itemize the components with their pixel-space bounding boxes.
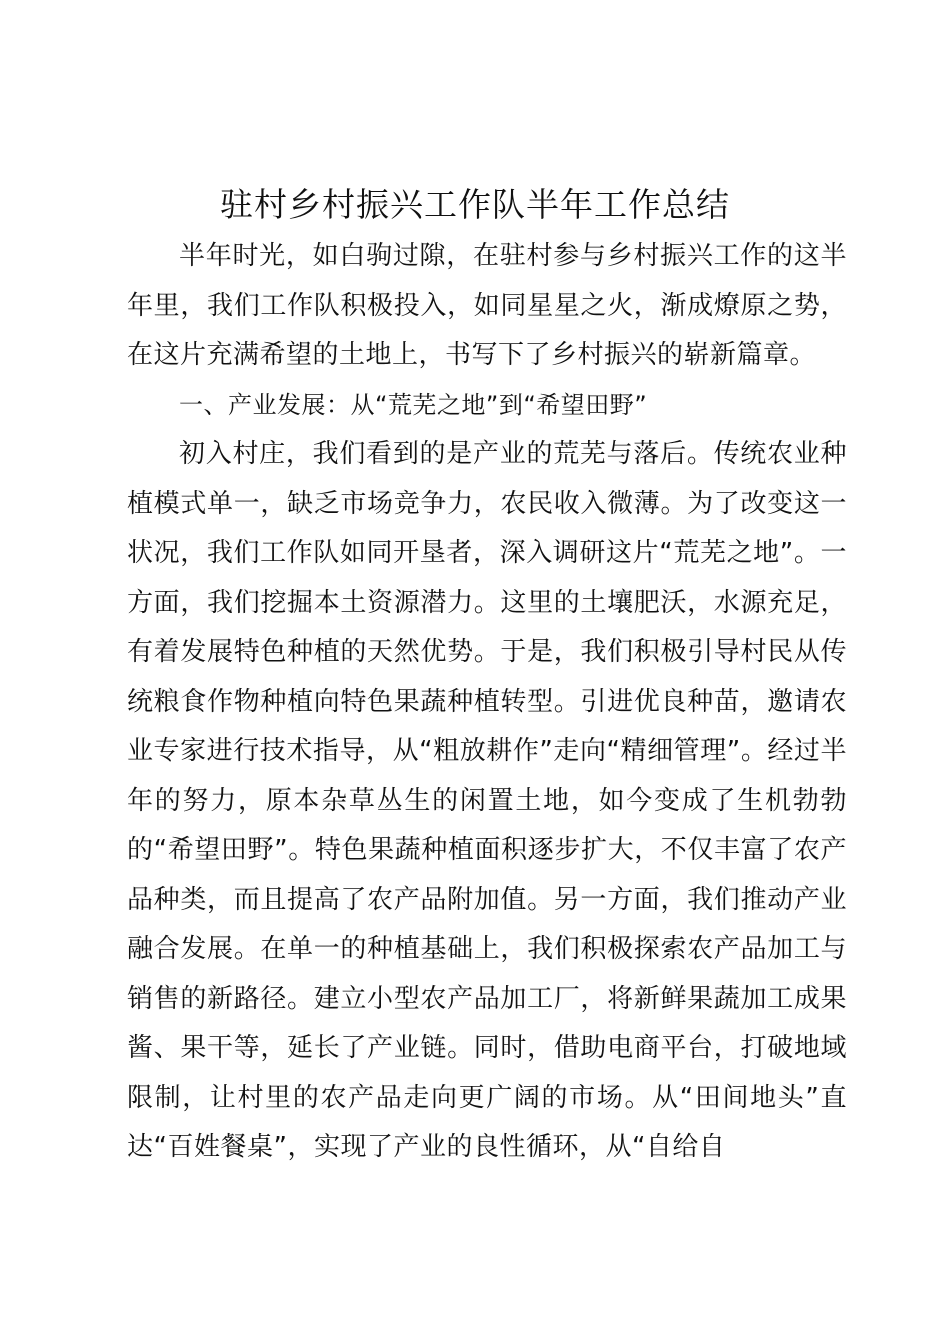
intro-paragraph: 半年时光，如白驹过隙，在驻村参与乡村振兴工作的这半年里，我们工作队积极投入，如同星星之火，渐成燎原之势，在这片充满希望的土地上，书写下了乡村振兴的崭新篇章。 <box>127 241 847 370</box>
document-body <box>127 232 847 1173</box>
document-title: 驻村乡村振兴工作队半年工作总结 <box>220 185 730 224</box>
section-paragraph: 初入村庄，我们看到的是产业的荒芜与落后。传统农业种植模式单一，缺乏市场竞争力，农民收入微薄。为了改变这一状况，我们工作队如同开垦者，深入调研这片“荒芜之地”。一方面，我们挖掘本土资源潜力。这里的土壤肥沃，水源充足，有着发展特色种植的天然优势。于是，我们积极引导村民从传统粮食作物种植向特色果蔬种植转型。引进优良种苗，邀请农业专家进行技术指导，从“粗放耕作”走向“精细管理”。经过半年的努力，原本杂草丛生的闲置土地，如今变成了生机勃勃的“希望田野”。特色果蔬种植面积逐步扩大，不仅丰富了农产品种类，而且提高了农产品附加值。另一方面，我们推动产业融合发展。在单一的种植基础上，我们积极探索农产品加工与销售的新路径。建立小型农产品加工厂，将新鲜果蔬加工成果酱、果干等，延长了产业链。同时，借助电商平台，打破地域限制，让村里的农产品走向更广阔的市场。从“田间地头”直达“百姓餐桌”，实现了产业的良性循环，从“自给自 <box>127 439 847 1162</box>
section-heading: 一、产业发展：从“荒芜之地”到“希望田野” <box>179 390 648 419</box>
